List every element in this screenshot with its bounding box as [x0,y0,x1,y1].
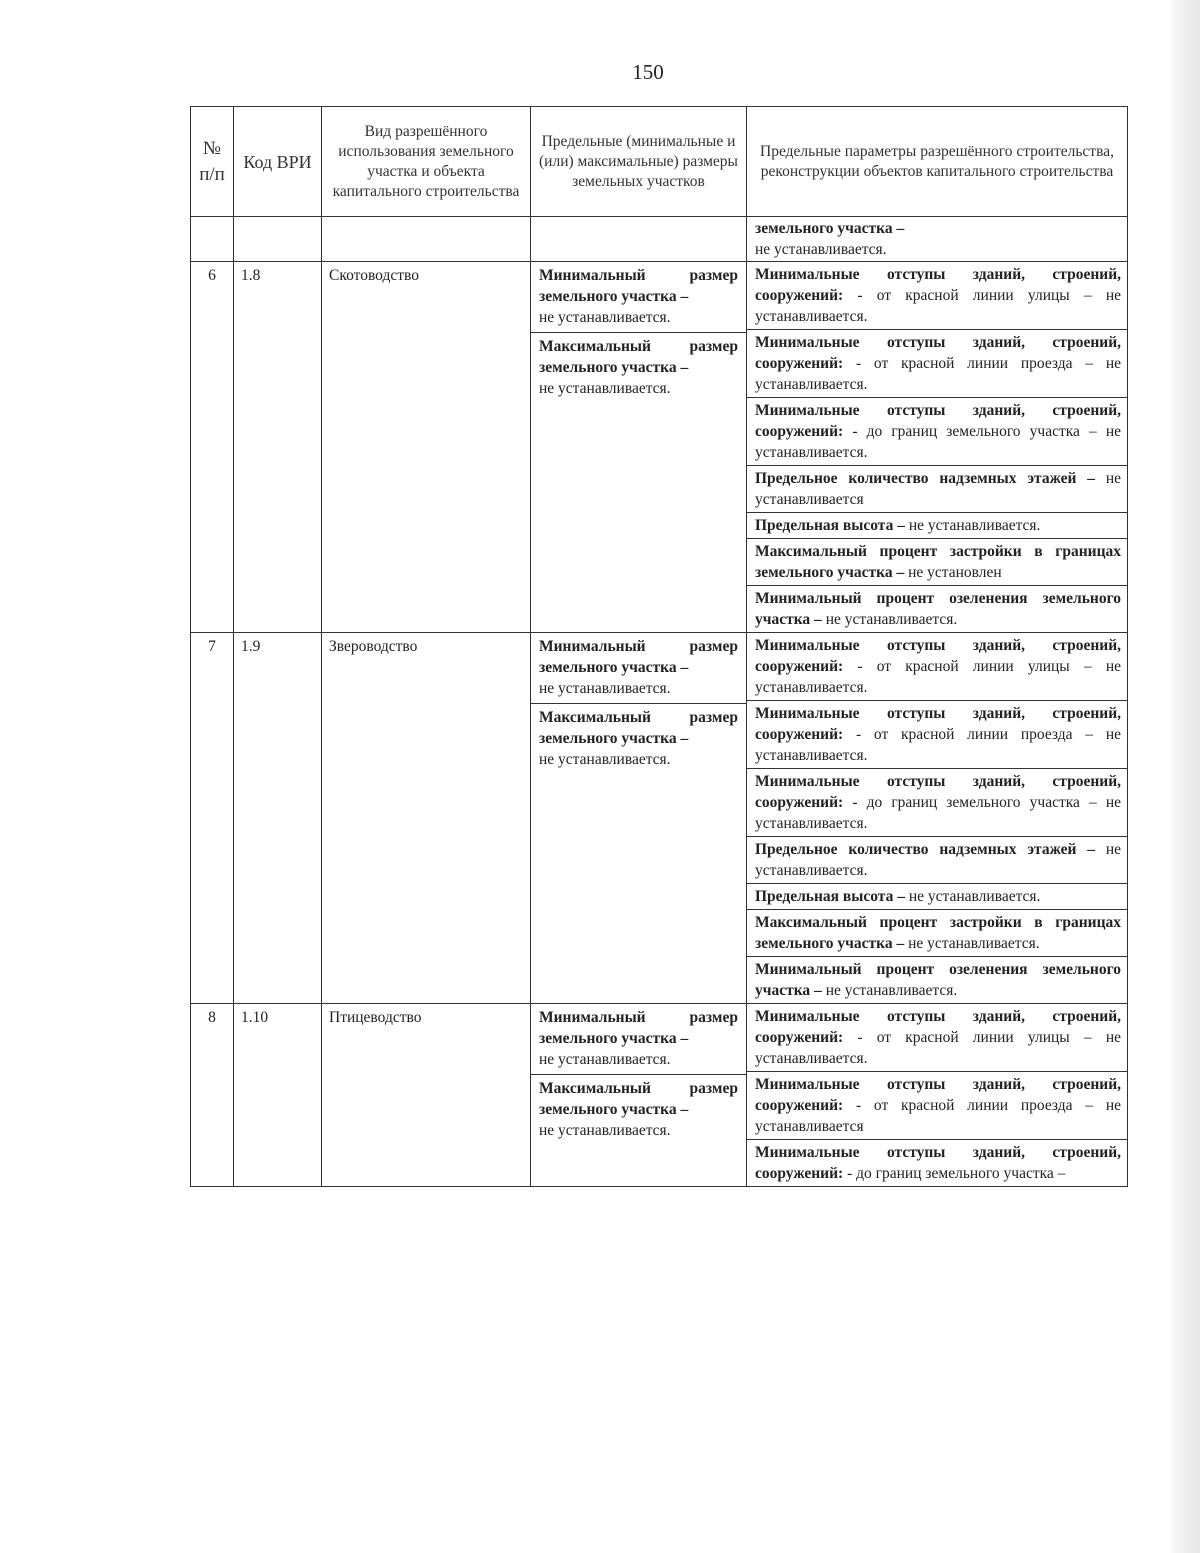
row-use-type: Птицеводство [322,1004,531,1187]
parameter-title: Минимальный процент озеленения земельного участка – [755,961,1121,999]
parameter-value: не устанавливается. [755,841,1121,879]
parameter-title: Предельная высота – [755,888,905,905]
max-size-block [531,1075,746,1145]
row-sizes [531,633,747,1004]
parameter-value: - до границ земельного участка – не устанавливается. [755,794,1122,832]
parameter-value: - от красной линии проезда – не устанавливается. [755,726,1121,764]
table-row [191,633,1128,1004]
parameter-value: - от красной линии проезда – не устанавливается [755,1097,1121,1135]
parameter-title: Максимальный процент застройки в границах земельного участка – [755,914,1121,952]
parameter-block [747,957,1127,1003]
scan-edge [1172,0,1200,1553]
row-use-type: Звероводство [322,633,531,1004]
min-size-block [531,1004,746,1075]
row-code: 1.10 [234,1004,322,1187]
parameter-title: Максимальный процент застройки в границах земельного участка – [755,543,1121,581]
parameter-value: не установлен [908,564,1002,581]
parameter-value: - от красной линии улицы – не устанавливается. [755,287,1121,325]
parameter-value: не устанавливается. [908,935,1040,952]
table-row [191,262,1128,633]
parameter-title: Предельное количество надземных этажей – [755,470,1095,487]
row-parameters [747,1004,1128,1187]
row-parameters [747,262,1128,633]
parameter-title: Минимальные отступы зданий, строений, сооружений: [755,334,1121,372]
parameter-title: Минимальный процент озеленения земельного участка – [755,590,1121,628]
parameter-title: Минимальные отступы зданий, строений, сооружений: [755,637,1121,675]
row-parameters [747,633,1128,1004]
regulation-table [190,106,1128,1187]
parameter-block [747,837,1127,884]
row-number: 6 [191,262,234,633]
continuation-row [191,217,1128,262]
row-use-type: Скотоводство [322,262,531,633]
max-size-block [531,333,746,403]
size-value: не устанавливается. [539,380,671,397]
header-code: Код ВРИ [234,107,322,217]
parameter-value: - от красной линии улицы – не устанавливается. [755,1029,1121,1067]
row-code: 1.8 [234,262,322,633]
header-size: Предельные (минимальные и (или) максимальные) размеры земельных участков [531,107,747,217]
size-value: не устанавливается. [539,309,671,326]
parameter-block [747,466,1127,513]
cont-line-2: не устанавливается. [755,241,887,258]
cont-num [191,217,234,262]
parameter-title: Минимальные отступы зданий, строений, сооружений: [755,705,1121,743]
parameter-block [747,910,1127,957]
size-value: не устанавливается. [539,751,671,768]
parameter-title: Минимальные отступы зданий, строений, сооружений: [755,402,1121,440]
min-size-block [531,633,746,704]
size-value: не устанавливается. [539,680,671,697]
header-type: Вид разрешённого использования земельного участка и объекта капитального строительства [322,107,531,217]
parameter-title: Предельное количество надземных этажей – [755,841,1095,858]
max-size-block [531,704,746,774]
parameter-block [747,330,1127,398]
header-params: Предельные параметры разрешённого строительства, реконструкции объектов капитального строительства [747,107,1128,217]
parameter-block [747,262,1127,330]
parameter-block [747,769,1127,837]
size-title: Максимальный размер земельного участка – [539,1080,738,1118]
parameter-block [747,1140,1127,1186]
cont-line-1: земельного участка – [755,220,905,237]
parameter-value: - от красной линии проезда – не устанавливается. [755,355,1121,393]
parameter-block [747,701,1127,769]
parameter-block [747,884,1127,910]
row-sizes [531,262,747,633]
row-number: 7 [191,633,234,1004]
parameter-block [747,633,1127,701]
min-size-block [531,262,746,333]
parameter-value: - от красной линии улицы – не устанавливается. [755,658,1121,696]
cont-code [234,217,322,262]
size-value: не устанавливается. [539,1122,671,1139]
size-title: Минимальный размер земельного участка – [539,1009,738,1047]
header-row [191,107,1128,217]
parameter-value: - до границ земельного участка – не устанавливается. [755,423,1122,461]
row-number: 8 [191,1004,234,1187]
table-row [191,1004,1128,1187]
parameter-title: Минимальные отступы зданий, строений, сооружений: [755,1008,1121,1046]
parameter-title: Минимальные отступы зданий, строений, сооружений: [755,266,1121,304]
parameter-value: не устанавливается. [908,517,1041,534]
land-use-table [190,106,1128,1187]
parameter-value: не устанавливается [755,470,1121,508]
parameter-block [747,539,1127,586]
parameter-title: Минимальные отступы зданий, строений, сооружений: [755,1076,1121,1114]
cont-params [747,217,1128,262]
parameter-value: не устанавливается. [825,982,958,999]
size-title: Минимальный размер земельного участка – [539,638,738,676]
parameter-value: не устанавливается. [908,888,1041,905]
row-code: 1.9 [234,633,322,1004]
parameter-title: Предельная высота – [755,517,905,534]
page-number: 150 [632,60,664,84]
cont-type [322,217,531,262]
cont-size [531,217,747,262]
parameter-value: не устанавливается. [825,611,958,628]
header-num: № п/п [191,107,234,217]
size-value: не устанавливается. [539,1051,671,1068]
size-title: Максимальный размер земельного участка – [539,338,738,376]
parameter-value: - до границ земельного участка – [847,1165,1066,1182]
parameter-block [747,398,1127,466]
parameter-block [747,1004,1127,1072]
parameter-block [747,513,1127,539]
parameter-block [747,586,1127,632]
size-title: Минимальный размер земельного участка – [539,267,738,305]
row-sizes [531,1004,747,1187]
parameter-block [747,1072,1127,1140]
parameter-title: Минимальные отступы зданий, строений, сооружений: [755,1144,1121,1182]
size-title: Максимальный размер земельного участка – [539,709,738,747]
parameter-title: Минимальные отступы зданий, строений, сооружений: [755,773,1121,811]
